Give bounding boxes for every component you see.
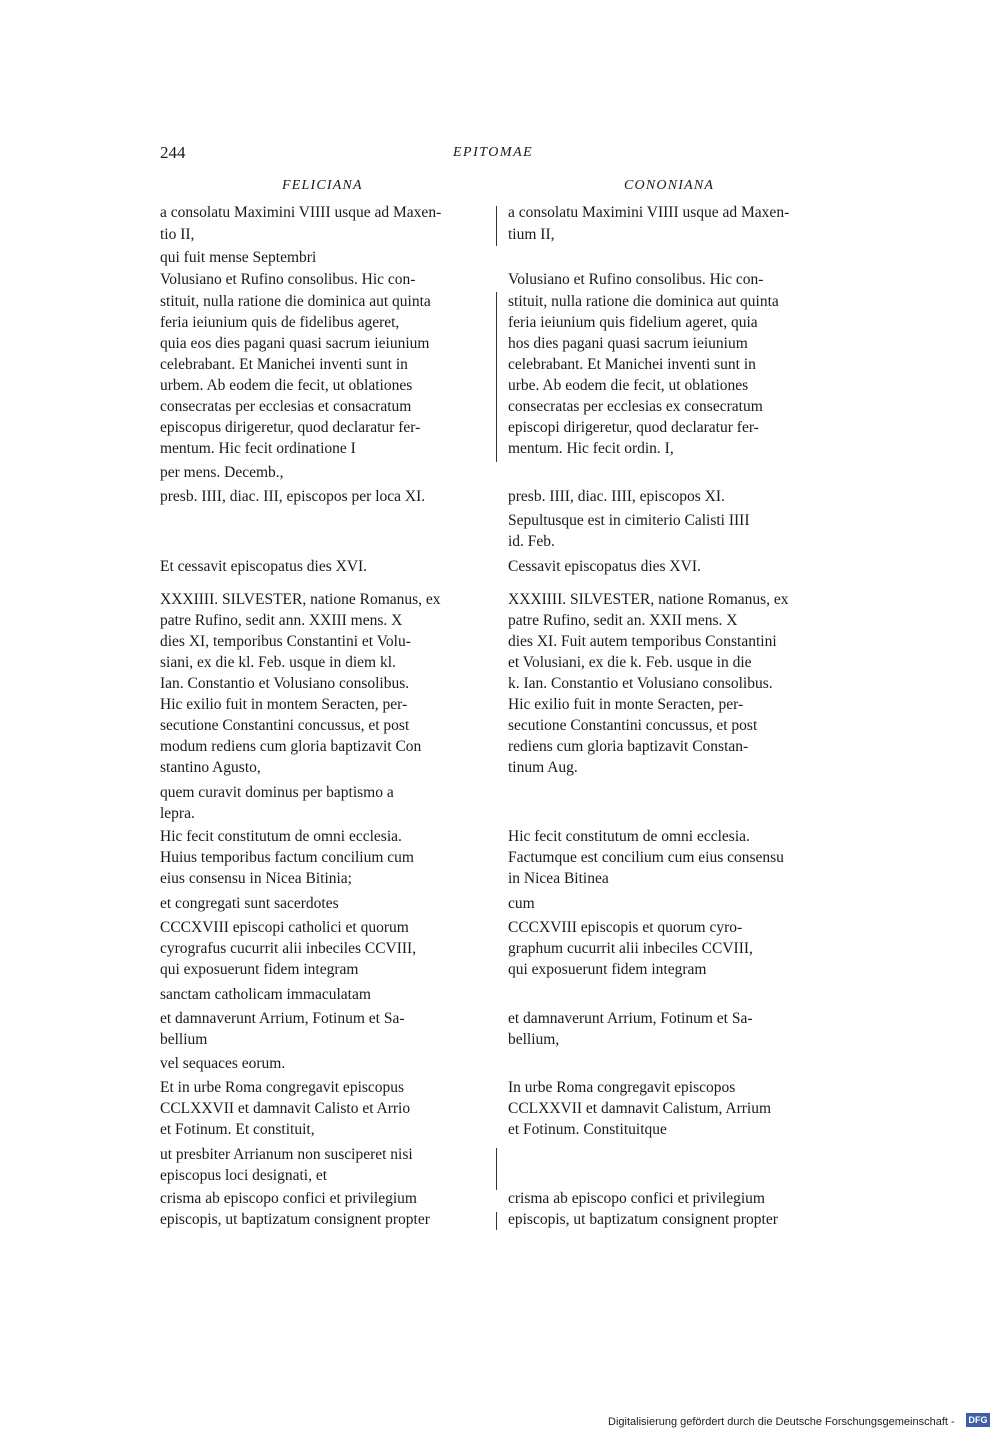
right-line: et Volusiani, ex die k. Feb. usque in die: [508, 654, 752, 671]
left-line: urbem. Ab eodem die fecit, ut oblationes: [160, 377, 413, 394]
right-line: Cessavit episcopatus dies XVI.: [508, 558, 701, 575]
left-line: celebrabant. Et Manichei inventi sunt in: [160, 356, 408, 373]
left-line: Volusiano et Rufino consolibus. Hic con-: [160, 271, 416, 288]
left-line: et damnaverunt Arrium, Fotinum et Sa-: [160, 1010, 405, 1027]
left-line: modum rediens cum gloria baptizavit Con: [160, 738, 422, 755]
left-line: et Fotinum. Et constituit,: [160, 1121, 315, 1138]
left-line: Hic fecit constitutum de omni ecclesia.: [160, 828, 402, 845]
running-head: EPITOMAE: [453, 145, 534, 160]
right-line: qui exposuerunt fidem integram: [508, 961, 707, 978]
left-line: mentum. Hic fecit ordinatione I: [160, 440, 356, 457]
left-line: Hic exilio fuit in montem Seracten, per-: [160, 696, 408, 713]
page-number: 244: [160, 143, 186, 162]
left-line: bellium: [160, 1031, 208, 1048]
right-line: urbe. Ab eodem die fecit, ut oblationes: [508, 377, 749, 394]
right-line: stituit, nulla ratione die dominica aut quinta: [508, 293, 779, 310]
left-line: tio II,: [160, 226, 195, 243]
right-line: consecratas per ecclesias ex consecratum: [508, 398, 763, 415]
left-line: feria ieiunium quis de fidelibus ageret,: [160, 314, 400, 331]
left-line: qui exposuerunt fidem integram: [160, 961, 359, 978]
left-line: cyrografus cucurrit alii inbeciles CCVIII,: [160, 940, 417, 957]
left-line: crisma ab episcopo confici et privilegium: [160, 1190, 417, 1207]
right-line: tium II,: [508, 226, 555, 243]
left-line: stantino Agusto,: [160, 759, 261, 776]
right-line: crisma ab episcopo confici et privilegium: [508, 1190, 765, 1207]
right-line: a consolatu Maximini VIIII usque ad Maxen-: [508, 204, 790, 221]
right-line: episcopis, ut baptizatum consignent propter: [508, 1211, 778, 1228]
column-divider: [496, 292, 497, 462]
left-line: CCCXVIII episcopi catholici et quorum: [160, 919, 409, 936]
left-line: stituit, nulla ratione die dominica aut quinta: [160, 293, 431, 310]
right-line: XXXIIII. SILVESTER, natione Romanus, ex: [508, 591, 789, 608]
left-line: sanctam catholicam immaculatam: [160, 986, 371, 1003]
right-line: Hic exilio fuit in monte Seracten, per-: [508, 696, 744, 713]
funding-notice: Digitalisierung gefördert durch die Deutsche Forschungsgemeinschaft -: [608, 1416, 955, 1428]
right-line: mentum. Hic fecit ordin. I,: [508, 440, 674, 457]
left-line: Huius temporibus factum concilium cum: [160, 849, 414, 866]
right-line: feria ieiunium quis fidelium ageret, quia: [508, 314, 758, 331]
left-line: consecratas per ecclesias et consacratum: [160, 398, 412, 415]
right-line: et Fotinum. Constituitque: [508, 1121, 667, 1138]
right-line: Volusiano et Rufino consolibus. Hic con-: [508, 271, 764, 288]
left-line: Ian. Constantio et Volusiano consolibus.: [160, 675, 410, 692]
left-line: qui fuit mense Septembri: [160, 249, 317, 266]
right-line: secutione Constantini concussus, et post: [508, 717, 758, 734]
column-divider: [496, 1212, 497, 1230]
right-line: hos dies pagani quasi sacrum ieiunium: [508, 335, 748, 352]
right-line: bellium,: [508, 1031, 560, 1048]
right-line: id. Feb.: [508, 533, 555, 550]
left-line: secutione Constantini concussus, et post: [160, 717, 410, 734]
right-line: graphum cucurrit alii inbeciles CCVIII,: [508, 940, 753, 957]
right-line: k. Ian. Constantio et Volusiano consolibus.: [508, 675, 773, 692]
left-line: vel sequaces eorum.: [160, 1055, 286, 1072]
right-line: cum: [508, 895, 535, 912]
right-line: rediens cum gloria baptizavit Constan-: [508, 738, 749, 755]
right-line: CCLXXVII et damnavit Calistum, Arrium: [508, 1100, 772, 1117]
column-divider: [496, 206, 497, 246]
left-line: per mens. Decemb.,: [160, 464, 284, 481]
right-line: In urbe Roma congregavit episcopos: [508, 1079, 736, 1096]
left-line: XXXIIII. SILVESTER, natione Romanus, ex: [160, 591, 441, 608]
right-line: patre Rufino, sedit an. XXII mens. X: [508, 612, 738, 629]
left-line: Et cessavit episcopatus dies XVI.: [160, 558, 368, 575]
left-line: dies XI, temporibus Constantini et Volu-: [160, 633, 411, 650]
left-line: presb. IIII, diac. III, episcopos per loca XI.: [160, 488, 426, 505]
right-line: in Nicea Bitinea: [508, 870, 609, 887]
left-line: a consolatu Maximini VIIII usque ad Maxen-: [160, 204, 442, 221]
left-line: ut presbiter Arrianum non susciperet nisi: [160, 1146, 413, 1163]
left-line: Et in urbe Roma congregavit episcopus: [160, 1079, 405, 1096]
right-line: Factumque est concilium cum eius consensu: [508, 849, 784, 866]
right-line: dies XI. Fuit autem temporibus Constantini: [508, 633, 777, 650]
right-line: episcopi dirigeretur, quod declaratur fer-: [508, 419, 759, 436]
left-line: patre Rufino, sedit ann. XXIII mens. X: [160, 612, 403, 629]
dfg-logo: DFG: [966, 1413, 990, 1427]
left-line: quem curavit dominus per baptismo a: [160, 784, 394, 801]
right-line: celebrabant. Et Manichei inventi sunt in: [508, 356, 756, 373]
left-line: siani, ex die kl. Feb. usque in diem kl.: [160, 654, 396, 671]
right-line: CCCXVIII episcopis et quorum cyro-: [508, 919, 743, 936]
right-line: presb. IIII, diac. IIII, episcopos XI.: [508, 488, 725, 505]
right-line: et damnaverunt Arrium, Fotinum et Sa-: [508, 1010, 753, 1027]
right-line: tinum Aug.: [508, 759, 578, 776]
left-line: episcopus loci designati, et: [160, 1167, 328, 1184]
column-title-right: CONONIANA: [624, 178, 715, 193]
left-line: et congregati sunt sacerdotes: [160, 895, 339, 912]
left-line: eius consensu in Nicea Bitinia;: [160, 870, 352, 887]
left-line: quia eos dies pagani quasi sacrum ieiunium: [160, 335, 430, 352]
left-line: episcopus dirigeretur, quod declaratur fer-: [160, 419, 421, 436]
left-line: episcopis, ut baptizatum consignent propter: [160, 1211, 430, 1228]
column-divider: [496, 1148, 497, 1190]
right-line: Sepultusque est in cimiterio Calisti IIII: [508, 512, 750, 529]
right-line: Hic fecit constitutum de omni ecclesia.: [508, 828, 750, 845]
left-line: lepra.: [160, 805, 195, 822]
left-line: CCLXXVII et damnavit Calisto et Arrio: [160, 1100, 411, 1117]
column-title-left: FELICIANA: [282, 178, 363, 193]
